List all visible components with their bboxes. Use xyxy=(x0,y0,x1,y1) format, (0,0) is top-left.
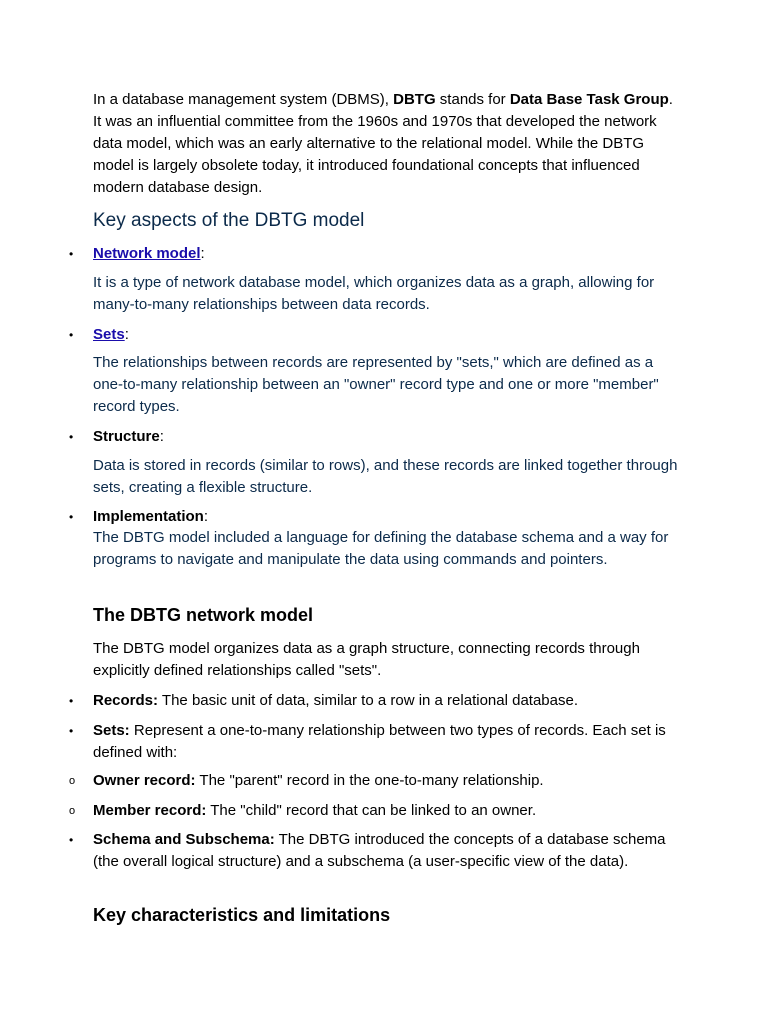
bullet-icon: • xyxy=(69,724,74,738)
bullet-icon: • xyxy=(69,833,74,847)
implementation-title: Implementation xyxy=(93,508,204,525)
term-text: The basic unit of data, similar to a row in a relational database. xyxy=(158,692,578,709)
network-item-owner-record xyxy=(93,770,683,792)
term-text: The DBTG introduced the concepts of a database schema (the overall logical structure) and a subschema (a user-specific view of the data). xyxy=(93,831,666,870)
aspect-item-network-model xyxy=(93,243,683,265)
aspect-suffix: : xyxy=(203,508,209,525)
structure-title: Structure xyxy=(93,428,160,445)
network-item-sets xyxy=(93,720,683,764)
term-sets: Sets: xyxy=(93,722,130,739)
aspects-heading: Key aspects of the DBTG model xyxy=(93,210,365,231)
term-text: The "parent" record in the one-to-many relationship. xyxy=(195,772,544,789)
aspect-item-structure xyxy=(93,426,683,448)
aspect-suffix: : xyxy=(124,326,129,343)
bullet-icon: • xyxy=(69,430,74,444)
intro-text: . It was an influential committee from the 1960s and 1970s that developed the network data model, which was an early alternative to the relational model. While the DBTG model is largely obsolete today, it introduced foundational concepts that influenced modern database design. xyxy=(93,91,673,196)
aspect-item-implementation xyxy=(93,506,683,528)
intro-bold-name: Data Base Task Group xyxy=(509,91,669,108)
network-item-member-record xyxy=(93,800,683,822)
aspect-suffix: : xyxy=(159,428,164,445)
aspect-desc-implementation: The DBTG model included a language for defining the database schema and a way for programs to navigate and manipulate the data using commands and pointers. xyxy=(93,529,669,568)
term-text: The "child" record that can be linked to an owner. xyxy=(206,802,537,819)
network-heading: The DBTG network model xyxy=(93,605,314,625)
bullet-icon: • xyxy=(69,328,74,342)
network-model-link[interactable]: Network model xyxy=(93,245,201,262)
circle-bullet-icon: o xyxy=(69,775,76,787)
aspect-item-sets xyxy=(93,324,683,346)
intro-text: In a database management system (DBMS), xyxy=(93,91,394,108)
intro-bold-dbtg: DBTG xyxy=(393,91,436,108)
bullet-icon: • xyxy=(69,510,74,524)
term-owner-record: Owner record: xyxy=(93,772,196,789)
intro-text: stands for xyxy=(435,91,510,108)
term-text: Represent a one-to-many relationship between two types of records. Each set is defined with: xyxy=(93,722,666,761)
network-intro: The DBTG model organizes data as a graph structure, connecting records through explicitly defined relationships called "sets". xyxy=(93,640,640,679)
term-records: Records: xyxy=(93,692,159,709)
aspect-desc-sets: The relationships between records are represented by "sets," which are defined as a one-to-many relationship between an "owner" record type and one or more "member" record types. xyxy=(93,354,659,415)
network-item-schema xyxy=(93,829,683,873)
aspect-desc-network-model: It is a type of network database model, which organizes data as a graph, allowing for many-to-many relationships between data records. xyxy=(93,274,655,313)
circle-bullet-icon: o xyxy=(69,805,76,817)
aspect-desc-structure: Data is stored in records (similar to rows), and these records are linked together through sets, creating a flexible structure. xyxy=(93,457,678,496)
bullet-icon: • xyxy=(69,694,74,708)
intro-paragraph xyxy=(93,89,683,199)
limitations-heading: Key characteristics and limitations xyxy=(93,905,391,925)
sets-link[interactable]: Sets xyxy=(93,326,125,343)
bullet-icon: • xyxy=(69,247,74,261)
term-schema: Schema and Subschema: xyxy=(93,831,275,848)
term-member-record: Member record: xyxy=(93,802,207,819)
network-item-records xyxy=(93,690,683,712)
aspect-suffix: : xyxy=(200,245,205,262)
